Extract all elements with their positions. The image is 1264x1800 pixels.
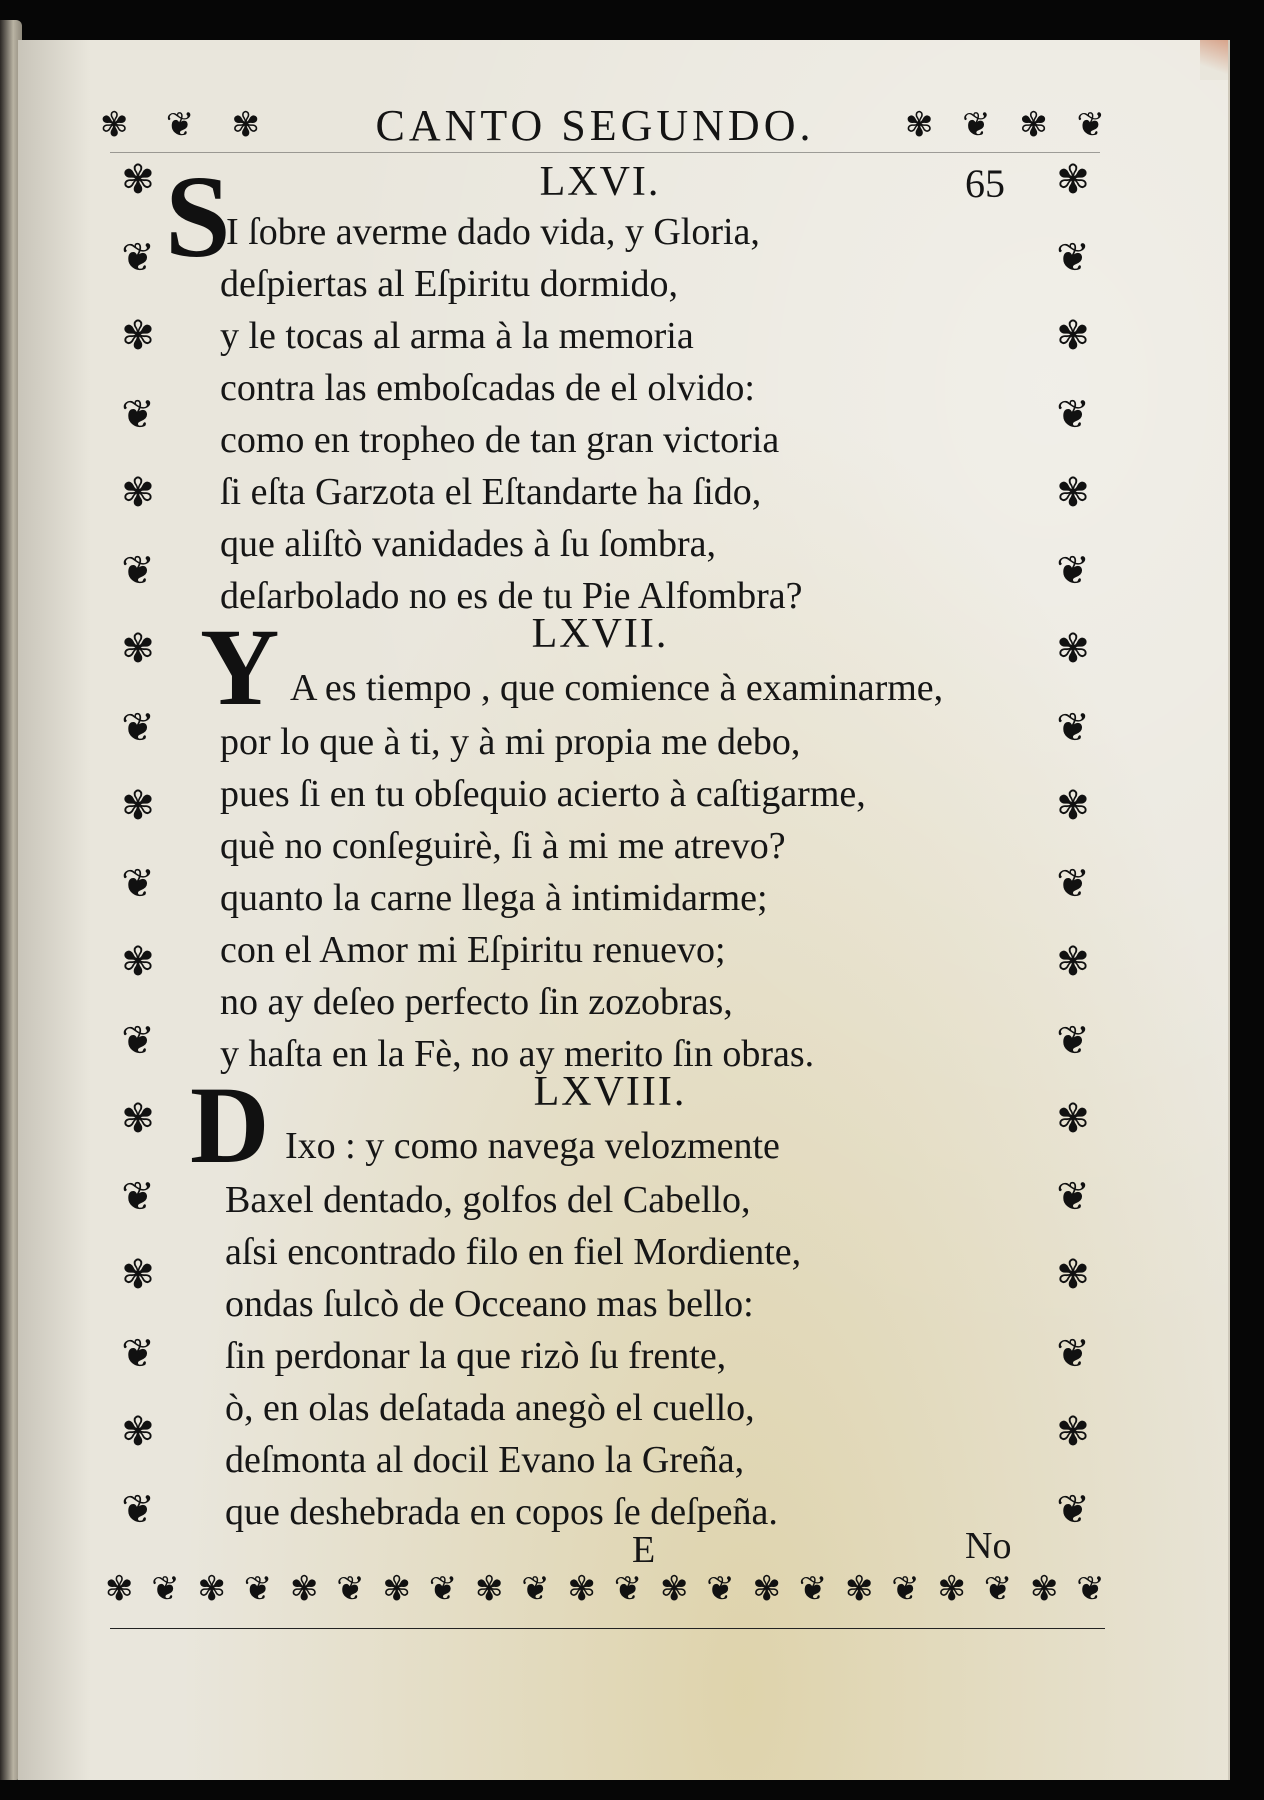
fleuron-icon: ❦ [121, 1174, 155, 1221]
stanza-number: LXVIII. [533, 1069, 687, 1115]
fleuron-icon: ❦ [121, 1330, 155, 1377]
fleuron-icon: ❦ [121, 704, 155, 751]
verse-line: Ixo : y como navega velozmente [285, 1125, 780, 1167]
fleuron-icon: ✾ [1056, 782, 1090, 829]
fleuron-icon: ❦ [151, 1569, 180, 1609]
fleuron-icon: ❦ [336, 1569, 365, 1609]
fleuron-icon: ✾ [290, 1569, 319, 1609]
fleuron-icon: ❦ [121, 391, 155, 438]
fleuron-icon: ✾ [197, 1569, 226, 1609]
fleuron-icon: ❦ [1056, 391, 1090, 438]
verse-line: deſmonta al docil Evano la Greña, [225, 1439, 745, 1481]
verse-line: què no conſeguirè, ſi à mi me atrevo? [220, 825, 786, 867]
border-rule-bottom [110, 1628, 1105, 1629]
fleuron-icon: ❦ [1056, 1174, 1090, 1221]
fleuron-icon: ❦ [798, 1569, 828, 1609]
verse-line: que aliſtò vanidades à ſu ſombra, [220, 523, 716, 565]
verse-line: I ſobre averme dado vida, y Gloria, [226, 211, 760, 253]
fleuron-icon: ❦ [1056, 1486, 1090, 1533]
fleuron-icon: ❦ [121, 235, 155, 282]
verse-line: deſarbolado no es de tu Pie Alfombra? [220, 575, 803, 617]
fleuron-icon: ✾ [1056, 939, 1090, 986]
fleuron-icon: ✾ [660, 1569, 689, 1609]
fleuron-icon: ✾ [1019, 105, 1048, 145]
ornament-bottom-row [105, 1565, 1105, 1613]
page-number: 65 [965, 161, 1005, 206]
fleuron-icon: ❦ [121, 548, 155, 595]
ornament-left-column [110, 157, 166, 1533]
fleuron-icon: ❦ [613, 1569, 643, 1609]
fleuron-icon: ❦ [706, 1569, 735, 1609]
fleuron-icon: ✾ [1056, 1252, 1090, 1299]
fleuron-icon: ✾ [121, 469, 155, 516]
stanza-number: LXVII. [531, 611, 669, 657]
fleuron-icon: ❦ [165, 105, 195, 145]
drop-cap: D [190, 1064, 270, 1186]
fleuron-icon: ❦ [1076, 105, 1105, 145]
stanza-number: LXVI. [539, 159, 661, 205]
drop-cap: S [165, 151, 231, 282]
verse-line: deſpiertas al Eſpiritu dormido, [220, 263, 679, 305]
verse-line: con el Amor mi Eſpiritu renuevo; [220, 929, 726, 971]
verse-line: contra las emboſcadas de el olvido: [220, 367, 755, 409]
verse-line: quanto la carne llega à intimidarme; [220, 877, 768, 919]
fleuron-icon: ✾ [382, 1569, 411, 1609]
fleuron-icon: ✾ [1056, 1095, 1090, 1142]
fleuron-icon: ✾ [1056, 1408, 1090, 1455]
fleuron-icon: ✾ [937, 1569, 966, 1609]
fleuron-icon: ✾ [121, 1095, 155, 1142]
fleuron-icon: ❦ [243, 1569, 273, 1609]
fleuron-icon: ✾ [121, 1252, 155, 1299]
verse-line: y le tocas al arma à la memoria [220, 315, 694, 357]
ornament-top-right [905, 100, 1105, 150]
fleuron-icon: ❦ [1056, 704, 1090, 751]
fleuron-icon: ❦ [428, 1569, 458, 1609]
verse-line: ondas ſulcò de Occeano mas bello: [225, 1283, 754, 1325]
drop-cap: Y [200, 606, 280, 728]
fleuron-icon: ✾ [121, 1408, 155, 1455]
page-corner-stain [1200, 40, 1228, 80]
fleuron-icon: ❦ [521, 1569, 550, 1609]
fleuron-icon: ✾ [121, 313, 155, 360]
fleuron-icon: ✾ [1056, 626, 1090, 673]
verse-line: aſsi encontrado filo en fiel Mordiente, [225, 1231, 802, 1273]
signature-mark: E [632, 1529, 656, 1571]
verse-line: pues ſi en tu obſequio acierto à caſtigarme, [220, 773, 866, 815]
fleuron-icon: ✾ [121, 157, 155, 203]
verse-line: ſin perdonar la que rizò ſu frente, [225, 1335, 727, 1377]
verse-line: y haſta en la Fè, no ay merito ſin obras. [220, 1033, 815, 1075]
fleuron-icon: ❦ [1056, 1330, 1090, 1377]
fleuron-icon: ✾ [121, 626, 155, 673]
fleuron-icon: ✾ [567, 1569, 596, 1609]
fleuron-icon: ✾ [121, 939, 155, 986]
fleuron-icon: ✾ [1056, 313, 1090, 360]
fleuron-icon: ✾ [905, 105, 934, 145]
fleuron-icon: ❦ [1076, 1569, 1105, 1609]
fleuron-icon: ✾ [475, 1569, 504, 1609]
fleuron-icon: ❦ [891, 1569, 920, 1609]
catchword: No [965, 1525, 1012, 1567]
ornament-top-left [100, 100, 260, 150]
fleuron-icon: ✾ [231, 105, 260, 145]
fleuron-icon: ❦ [1056, 1017, 1090, 1064]
verse-line: como en tropheo de tan gran victoria [220, 419, 780, 461]
verse-line: Baxel dentado, golfos del Cabello, [225, 1179, 751, 1221]
fleuron-icon: ✾ [1030, 1569, 1059, 1609]
fleuron-icon: ❦ [121, 861, 155, 908]
fleuron-icon: ❦ [1056, 548, 1090, 595]
fleuron-icon: ❦ [1056, 861, 1090, 908]
verse-line: no ay deſeo perfecto ſin zozobras, [220, 981, 733, 1023]
verse-line: ſi eſta Garzota el Eſtandarte ha ſido, [220, 471, 762, 513]
fleuron-icon: ✾ [752, 1569, 781, 1609]
verse-line: que deshebrada en copos ſe deſpeña. [225, 1491, 778, 1533]
verse-line: por lo que à ti, y à mi propia me debo, [220, 721, 801, 763]
fleuron-icon: ❦ [121, 1486, 155, 1533]
fleuron-icon: ✾ [105, 1569, 134, 1609]
running-head: CANTO SEGUNDO. [375, 101, 815, 150]
fleuron-icon: ✾ [1056, 157, 1090, 203]
fleuron-icon: ❦ [1056, 235, 1090, 282]
verse-line: A es tiempo , que comience à examinarme, [290, 667, 944, 709]
fleuron-icon: ❦ [121, 1017, 155, 1064]
fleuron-icon: ❦ [962, 105, 991, 145]
fleuron-icon: ✾ [100, 105, 129, 145]
fleuron-icon: ✾ [1056, 469, 1090, 516]
fleuron-icon: ✾ [845, 1569, 874, 1609]
fleuron-icon: ❦ [983, 1569, 1013, 1609]
verse-line: ò, en olas deſatada anegò el cuello, [225, 1387, 755, 1429]
fleuron-icon: ✾ [121, 782, 155, 829]
